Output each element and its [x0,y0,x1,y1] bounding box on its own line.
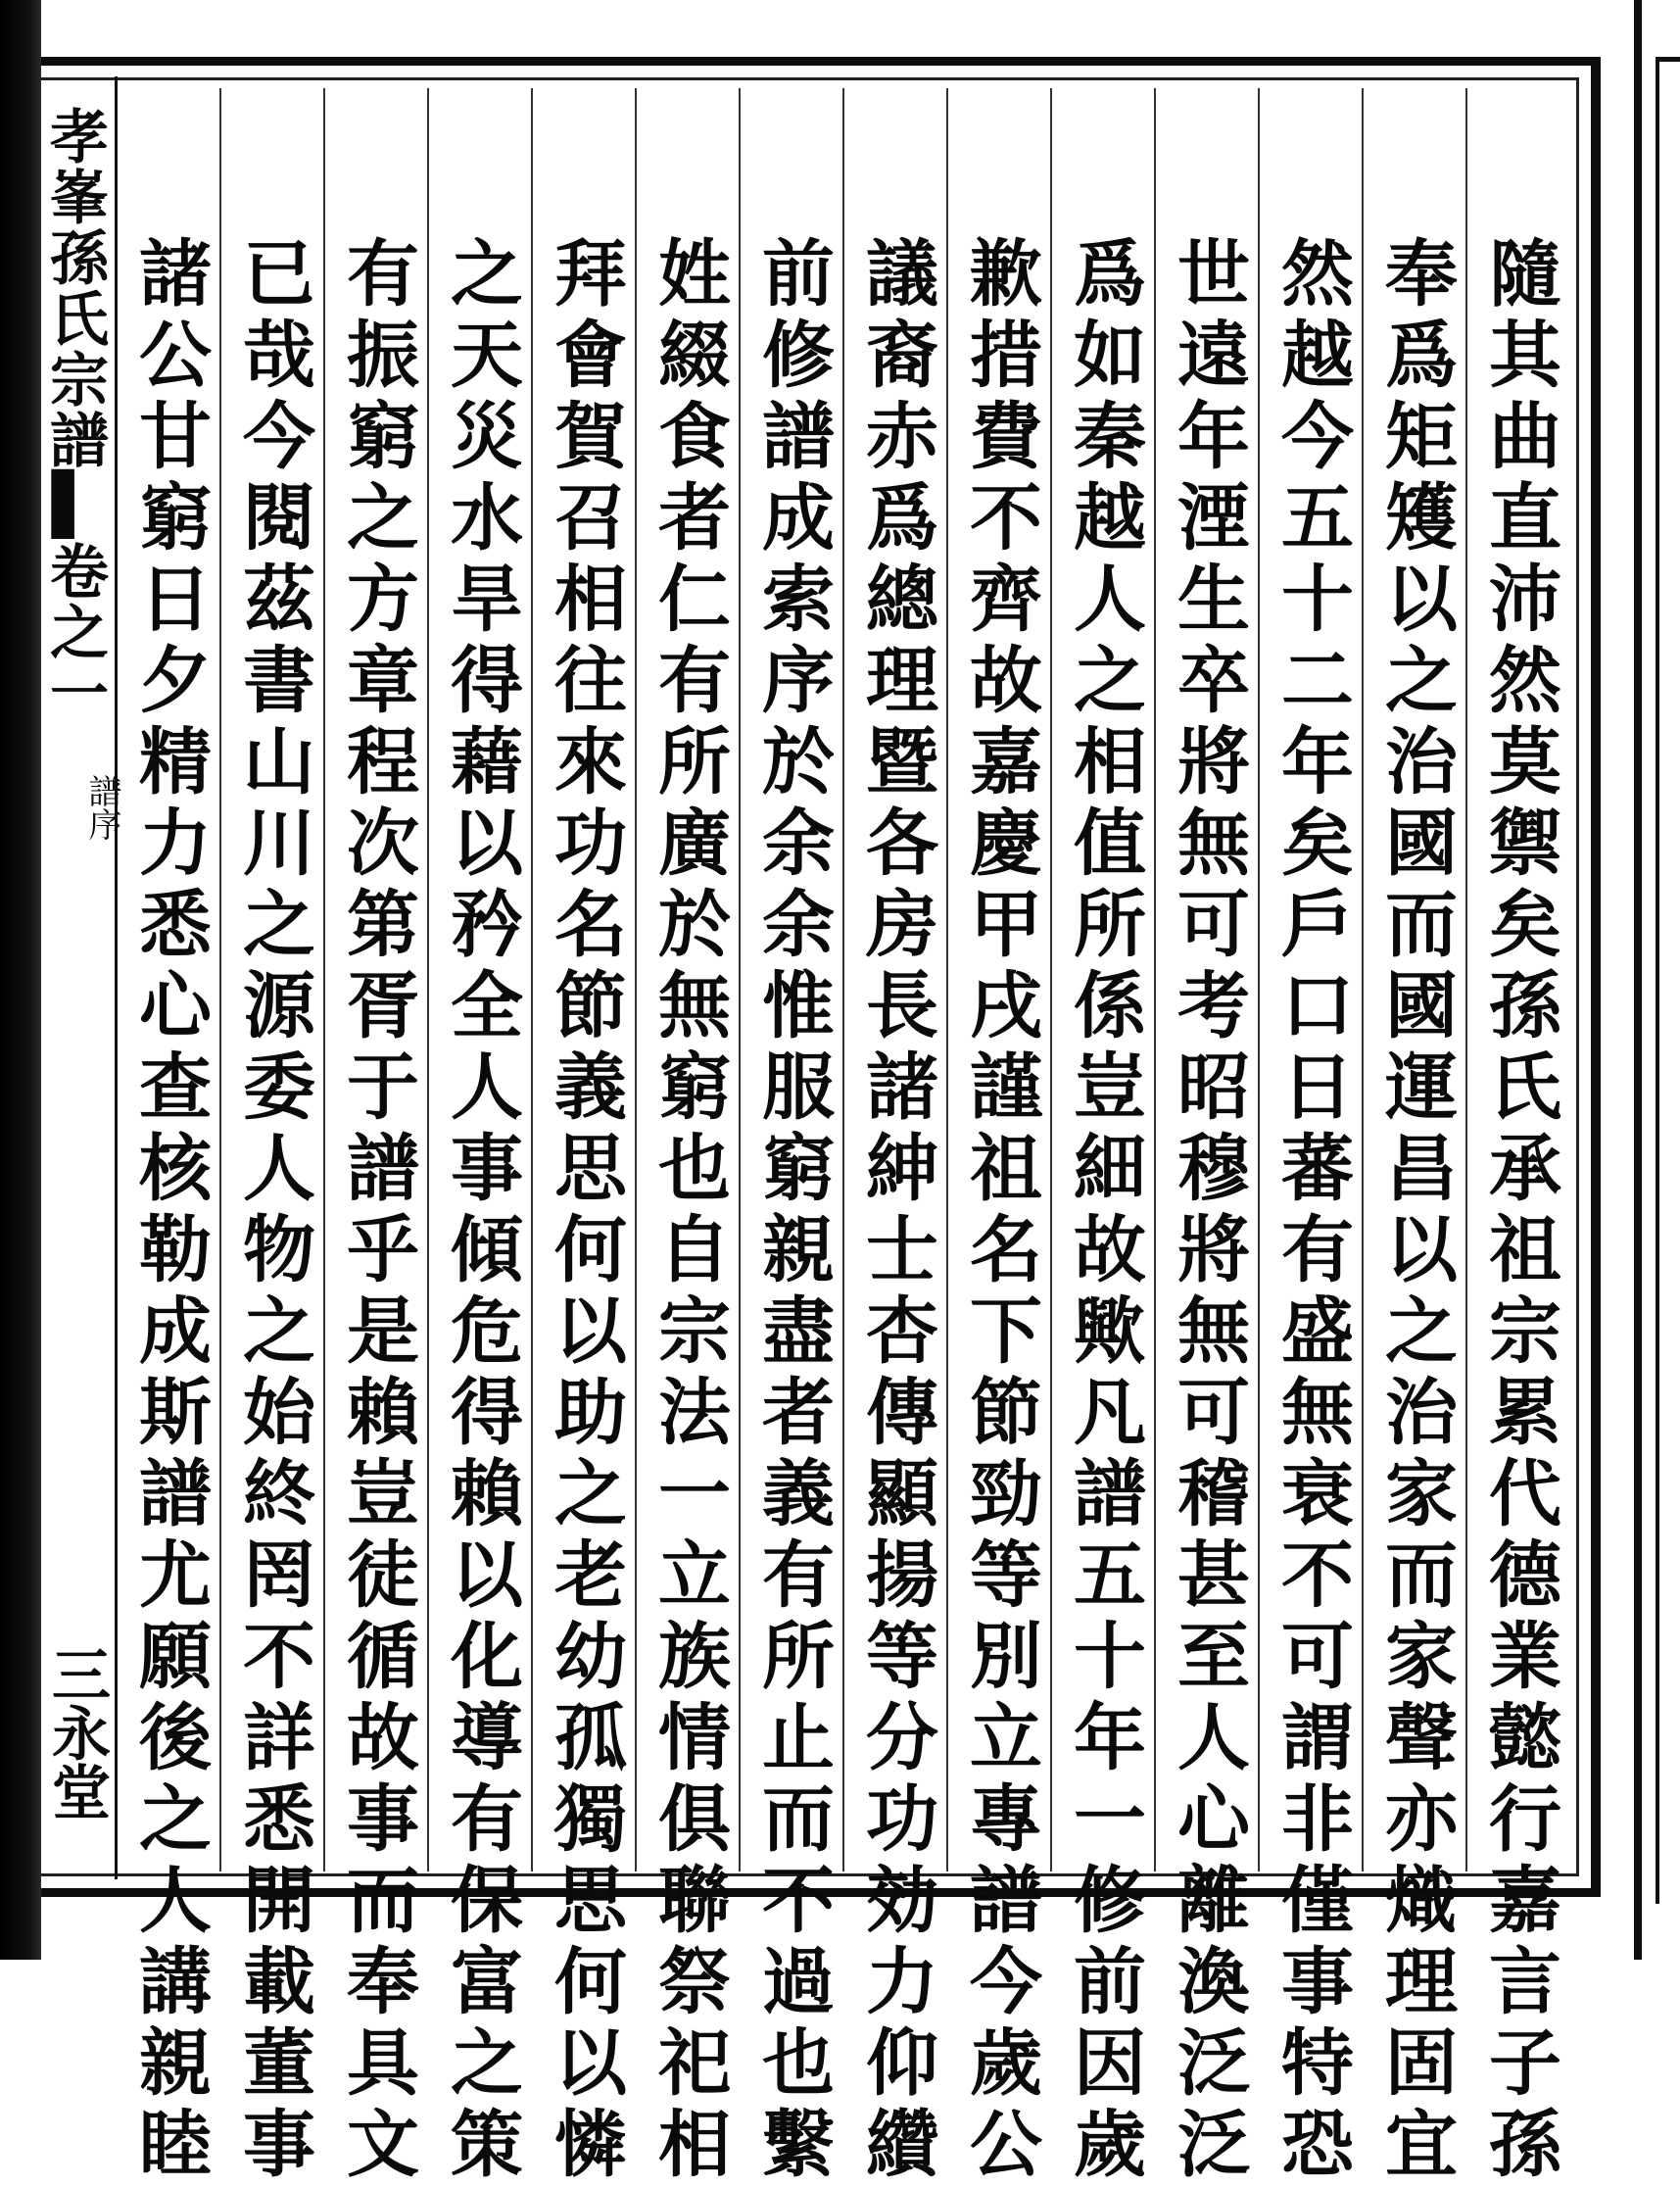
adjacent-page-edge [1634,0,1680,1960]
column-text: 前修譜成索序於余余惟服窮親盡者義有所止而不過也繫 [750,235,835,2187]
text-column-4 [1154,88,1258,2187]
text-column-5 [1050,88,1154,2187]
column-text: 已哉今閱茲書山川之源委人物之始終罔不詳悉開載董事 [231,235,315,2187]
text-column-14 [118,88,221,2187]
frame-top-rule [41,77,1579,80]
text-column-8 [739,88,842,2187]
hall-name: 三永堂 [42,1644,111,1821]
column-text: 隨其曲直沛然莫禦矣孫氏承祖宗累代德業懿行嘉言子孫 [1477,235,1561,2187]
page-margin-column [41,76,118,1879]
text-column-9 [635,88,739,2187]
adjacent-page-frame [1656,57,1680,1904]
column-text: 有振窮之方章程次第胥于譜乎是賴豈徒循故事而奉具文 [335,235,419,2187]
text-column-11 [427,88,531,2187]
column-text: 拜會賀召相往來功名節義思何以助之老幼孤獨思何以憐 [543,235,627,2187]
book-title: 孝峯孫氏宗譜▌卷之一 [40,106,109,723]
column-text: 議裔赤爲總理暨各房長諸紳士杏傳顯揚等分功効力仰纘 [854,235,938,2187]
text-column-12 [323,88,427,2187]
text-column-10 [531,88,635,2187]
text-column-2 [1362,88,1465,2187]
text-column-1 [1465,88,1569,2187]
column-text: 世遠年湮生卒將無可考昭穆將無可稽甚至人心離渙泛泛 [1166,235,1250,2187]
column-text: 奉爲矩矱以之治國而國運昌以之治家而家聲亦熾理固宜 [1373,235,1458,2187]
column-text: 爲如秦越人之相值所係豈細故歟凡譜五十年一修前因歲 [1062,235,1146,2187]
text-body [118,88,1587,2187]
text-column-7 [842,88,946,2187]
column-text: 歉措費不齊故嘉慶甲戌謹祖名下節勁等別立專譜今歲公 [958,235,1042,2187]
text-column-3 [1258,88,1362,2187]
column-text: 然越今五十二年矣戶口日蕃有盛無衰不可謂非僅事特恐 [1270,235,1354,2187]
column-text: 之天災水旱得藉以矜全人事傾危得賴以化導有保富之策 [439,235,523,2187]
text-column-6 [946,88,1050,2187]
column-text: 姓綴食者仁有所廣於無窮也自宗法一立族情俱聯祭祀相 [647,235,731,2187]
column-text: 諸公甘窮日夕精力悉心查核勒成斯譜尤願後之人講親睦 [127,235,212,2187]
binding-spine [0,0,41,1960]
text-column-13 [219,88,323,2187]
section-label: 譜序 [82,774,121,841]
